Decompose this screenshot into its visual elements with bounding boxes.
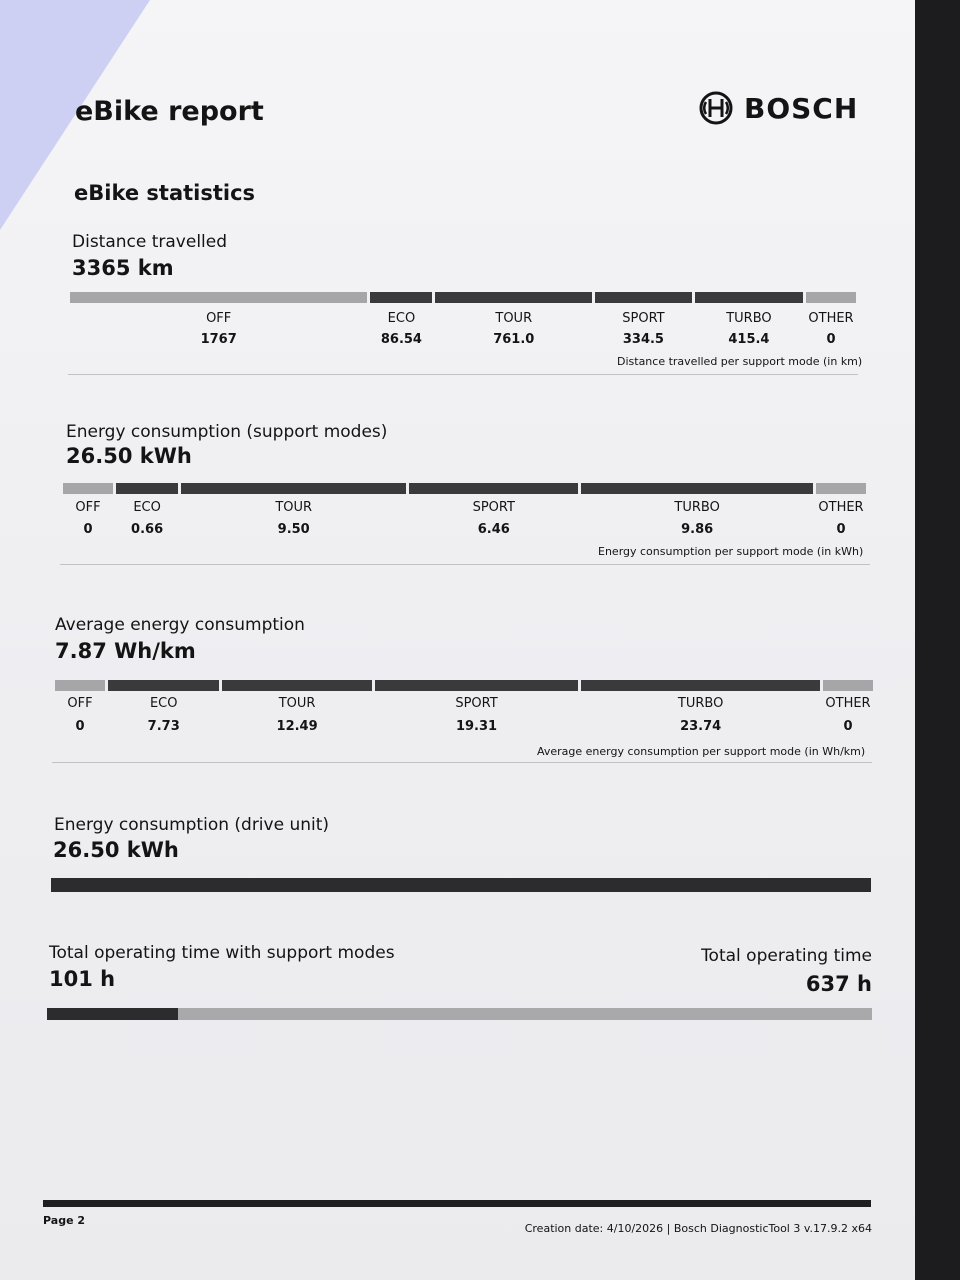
avg-energy-label: Average energy consumption xyxy=(55,615,305,635)
support-time-value: 101 h xyxy=(49,967,116,991)
footer-rule xyxy=(43,1200,871,1207)
mode-value-off: 0 xyxy=(75,719,85,734)
mode-value-other: 0 xyxy=(826,332,836,347)
avg-energy-value: 7.87 Wh/km xyxy=(55,639,196,663)
avg-energy-caption: Average energy consumption per support mode (in Wh/km) xyxy=(537,745,866,758)
mode-segment-sport xyxy=(595,292,692,303)
mode-value-tour: 761.0 xyxy=(493,332,535,347)
mode-name-tour: TOUR xyxy=(278,696,316,711)
mode-name-sport: SPORT xyxy=(622,311,665,326)
operating-time-bar xyxy=(47,1008,872,1020)
mode-segment-other xyxy=(806,292,856,303)
divider xyxy=(52,762,872,763)
mode-value-sport: 6.46 xyxy=(477,522,510,537)
total-time-value: 637 h xyxy=(805,972,872,996)
energy-drive-bar xyxy=(51,878,871,892)
mode-segment-eco xyxy=(116,483,178,494)
mode-name-eco: ECO xyxy=(149,696,178,711)
mode-segment-other xyxy=(823,680,873,691)
mode-value-off: 1767 xyxy=(200,332,237,347)
mode-value-eco: 0.66 xyxy=(131,522,164,537)
mode-value-eco: 86.54 xyxy=(380,332,422,347)
mode-name-tour: TOUR xyxy=(275,500,313,515)
mode-segment-other xyxy=(816,483,866,494)
mode-name-off: OFF xyxy=(75,500,101,515)
mode-value-sport: 19.31 xyxy=(455,719,498,734)
mode-segment-turbo xyxy=(695,292,803,303)
energy-drive-label: Energy consumption (drive unit) xyxy=(54,815,330,835)
distance-mode-bar xyxy=(70,292,856,303)
mode-name-sport: SPORT xyxy=(472,500,515,515)
energy-support-value: 26.50 kWh xyxy=(66,444,192,468)
mode-name-other: OTHER xyxy=(818,500,864,515)
energy-mode-bar xyxy=(63,483,866,494)
mode-segment-tour xyxy=(222,680,371,691)
distance-label: Distance travelled xyxy=(72,232,228,252)
page-number: Page 2 xyxy=(43,1214,86,1227)
mode-segment-turbo xyxy=(581,680,820,691)
mode-name-turbo: TURBO xyxy=(674,500,720,515)
energy-support-label: Energy consumption (support modes) xyxy=(66,422,388,442)
support-time-label: Total operating time with support modes xyxy=(49,943,395,963)
avg-energy-mode-bar xyxy=(55,680,873,691)
mode-value-other: 0 xyxy=(843,719,853,734)
mode-name-turbo: TURBO xyxy=(726,311,772,326)
mode-value-turbo: 415.4 xyxy=(728,332,770,347)
mode-value-other: 0 xyxy=(836,522,846,537)
divider xyxy=(60,564,870,565)
mode-segment-off xyxy=(63,483,113,494)
bosch-logo xyxy=(698,90,858,126)
mode-segment-eco xyxy=(370,292,432,303)
mode-segment-tour xyxy=(181,483,406,494)
mode-value-eco: 7.73 xyxy=(147,719,180,734)
mode-segment-off xyxy=(55,680,105,691)
mode-name-eco: ECO xyxy=(387,311,416,326)
mode-name-other: OTHER xyxy=(808,311,854,326)
mode-value-turbo: 9.86 xyxy=(681,522,714,537)
mode-segment-off xyxy=(70,292,367,303)
divider xyxy=(68,374,858,375)
bosch-armature-icon xyxy=(698,90,734,126)
mode-name-eco: ECO xyxy=(133,500,161,515)
mode-segment-tour xyxy=(435,292,592,303)
total-time-label: Total operating time xyxy=(701,946,872,966)
creation-info: Creation date: 4/10/2026 | Bosch DiagnosticTool 3 v.17.9.2 x64 xyxy=(524,1222,872,1235)
mode-segment-turbo xyxy=(581,483,813,494)
mode-segment-eco xyxy=(108,680,219,691)
mode-name-sport: SPORT xyxy=(455,696,498,711)
energy-caption: Energy consumption per support mode (in kWh) xyxy=(598,545,864,558)
report-title: eBike report xyxy=(75,96,264,127)
mode-value-sport: 334.5 xyxy=(622,332,664,347)
mode-name-off: OFF xyxy=(206,311,232,326)
brand-name: BOSCH xyxy=(744,91,859,125)
support-time-fill xyxy=(47,1008,178,1020)
mode-name-turbo: TURBO xyxy=(677,696,724,711)
mode-value-off: 0 xyxy=(83,522,93,537)
distance-value: 3365 km xyxy=(72,256,174,280)
mode-name-other: OTHER xyxy=(825,696,871,711)
statistics-heading: eBike statistics xyxy=(74,181,256,205)
mode-value-tour: 12.49 xyxy=(276,719,318,734)
mode-segment-sport xyxy=(375,680,579,691)
mode-value-turbo: 23.74 xyxy=(680,719,722,734)
mode-name-off: OFF xyxy=(67,696,93,711)
mode-segment-sport xyxy=(409,483,578,494)
mode-name-tour: TOUR xyxy=(495,311,533,326)
energy-drive-value: 26.50 kWh xyxy=(53,838,179,862)
distance-caption: Distance travelled per support mode (in km) xyxy=(617,355,863,368)
mode-value-tour: 9.50 xyxy=(277,522,310,537)
